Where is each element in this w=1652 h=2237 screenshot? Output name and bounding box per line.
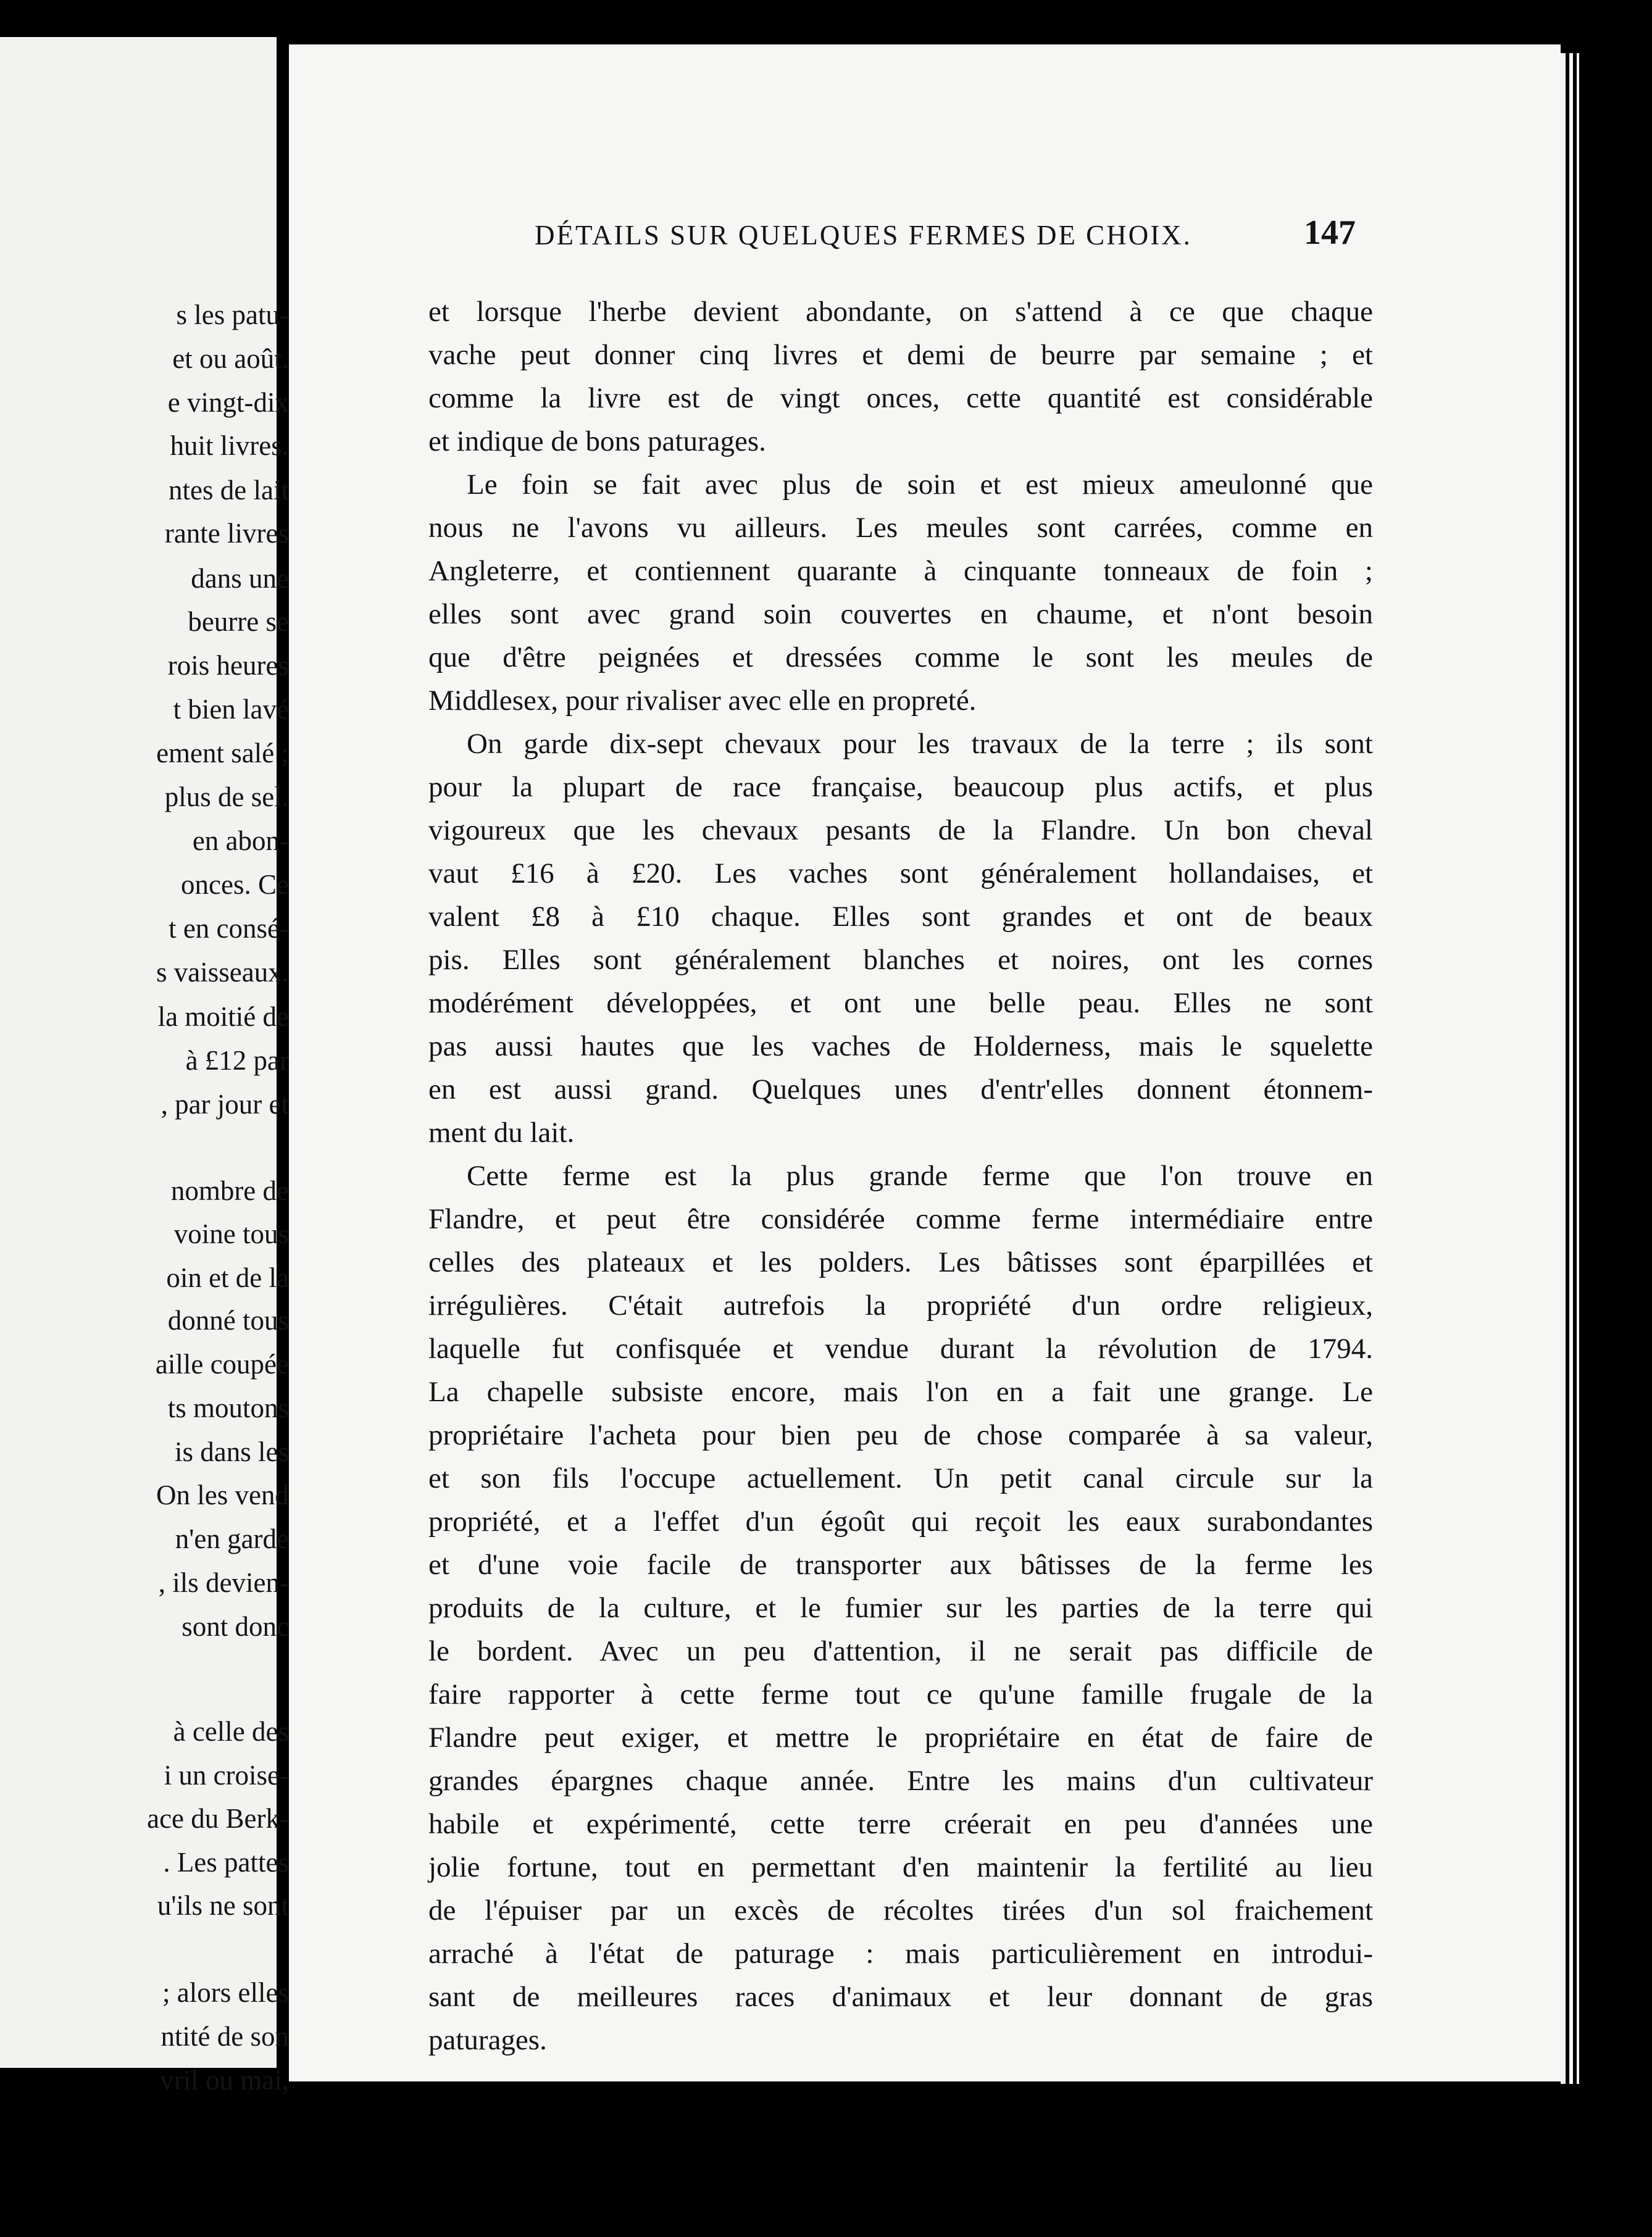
- text-line: La chapelle subsiste encore, mais l'on en a fait une grange. Le: [428, 1376, 1373, 1408]
- text-line: Flandre, et peut être considérée comme ferme intermédiaire entre: [428, 1203, 1373, 1235]
- left-page-line: huit livres.: [170, 430, 289, 461]
- body-text: [428, 290, 1373, 2062]
- text-line: et lorsque l'herbe devient abondante, on s'attend à ce que chaque: [428, 296, 1373, 328]
- text-line: faire rapporter à cette ferme tout ce qu'une famille frugale de la: [428, 1678, 1373, 1710]
- left-page-line: , par jour et: [161, 1089, 289, 1120]
- left-page-line: , ils devien-: [158, 1567, 289, 1598]
- text-line: le bordent. Avec un peu d'attention, il ne serait pas difficile de: [428, 1635, 1373, 1667]
- text-line: pour la plupart de race française, beaucoup plus actifs, et plus: [428, 771, 1373, 803]
- left-page-line: ; alors elles: [162, 1977, 289, 2008]
- left-page-line: u'ils ne sont: [157, 1890, 289, 1921]
- left-page-line: la moitié de: [157, 1001, 289, 1032]
- left-page-line: beurre se: [188, 606, 289, 637]
- text-line: nous ne l'avons vu ailleurs. Les meules sont carrées, comme en: [428, 512, 1373, 544]
- left-page-line: ement salé ;: [156, 738, 289, 769]
- text-line: celles des plateaux et les polders. Les bâtisses sont éparpillées et: [428, 1246, 1373, 1278]
- text-line: et son fils l'occupe actuellement. Un petit canal circule sur la: [428, 1462, 1373, 1494]
- left-page-line: vril ou mai,: [160, 2065, 289, 2096]
- text-line: On garde dix-sept chevaux pour les travaux de la terre ; ils sont: [467, 728, 1373, 760]
- left-page-line: ntes de lait: [169, 475, 289, 506]
- text-line: elles sont avec grand soin couvertes en chaume, et n'ont besoin: [428, 598, 1373, 630]
- text-line: sant de meilleures races d'animaux et leur donnant de gras: [428, 1981, 1373, 2013]
- left-page-line: à £12 par: [185, 1045, 289, 1076]
- text-line: propriété, et a l'effet d'un égoût qui reçoit les eaux surabondantes: [428, 1506, 1373, 1538]
- left-page-line: dans une: [191, 563, 289, 594]
- left-page-line: t en consé-: [169, 913, 289, 944]
- page-edge: [1561, 53, 1566, 2084]
- page-number: 147: [1304, 214, 1356, 252]
- left-page-line: s les patu-: [176, 299, 289, 330]
- text-line: en est aussi grand. Quelques unes d'entr'elles donnent étonnem-: [428, 1073, 1373, 1106]
- text-line: ment du lait.: [428, 1117, 575, 1149]
- left-page-line: et ou août.: [172, 343, 289, 374]
- left-page-line: sont donc: [181, 1611, 289, 1642]
- text-line: vigoureux que les chevaux pesants de la Flandre. Un bon cheval: [428, 814, 1373, 846]
- left-page-line: On les vend: [156, 1480, 289, 1510]
- left-page-line: t bien lavé: [173, 694, 289, 725]
- text-line: Flandre peut exiger, et mettre le propriétaire en état de faire de: [428, 1722, 1373, 1754]
- left-page-line: i un croise-: [164, 1760, 289, 1791]
- text-line: pis. Elles sont généralement blanches et noires, ont les cornes: [428, 944, 1373, 976]
- left-page-line: oin et de la: [166, 1262, 289, 1293]
- running-head: DÉTAILS SUR QUELQUES FERMES DE CHOIX.: [535, 220, 1192, 251]
- text-line: valent £8 à £10 chaque. Elles sont grandes et ont de beaux: [428, 901, 1373, 933]
- text-line: habile et expérimenté, cette terre créerait en peu d'années une: [428, 1808, 1373, 1840]
- left-page-line: plus de sel.: [164, 781, 289, 812]
- page-edge: [1577, 53, 1579, 2084]
- left-page-line: ace du Berk-: [147, 1803, 289, 1834]
- text-line: Middlesex, pour rivaliser avec elle en propreté.: [428, 685, 977, 717]
- left-page-line: ts moutons: [167, 1393, 289, 1423]
- left-page-line: aille coupée: [155, 1349, 289, 1380]
- left-page-line: rois heures: [167, 650, 289, 681]
- text-line: produits de la culture, et le fumier sur les parties de la terre qui: [428, 1592, 1373, 1624]
- text-line: que d'être peignées et dressées comme le sont les meules de: [428, 641, 1373, 673]
- left-page-line: voine tous: [173, 1218, 289, 1249]
- left-page-line: nombre de: [170, 1175, 289, 1206]
- left-page-line: à celle des: [173, 1716, 289, 1747]
- page-edge: [1569, 53, 1573, 2084]
- text-line: pas aussi hautes que les vaches de Holderness, mais le squelette: [428, 1030, 1373, 1062]
- left-page-line: . Les pattes: [163, 1847, 289, 1878]
- left-page: [0, 37, 289, 2096]
- left-page-line: rante livres: [164, 518, 289, 549]
- text-line: modérément développées, et ont une belle peau. Elles ne sont: [428, 987, 1373, 1019]
- left-page-line: s vaisseaux.: [156, 957, 289, 988]
- text-line: propriétaire l'acheta pour bien peu de chose comparée à sa valeur,: [428, 1419, 1373, 1451]
- text-line: et indique de bons paturages.: [428, 425, 766, 457]
- text-line: et d'une voie facile de transporter aux bâtisses de la ferme les: [428, 1549, 1373, 1581]
- left-page-line: ntité de son: [161, 2021, 289, 2052]
- left-page-line: e vingt-dix: [167, 387, 289, 418]
- text-line: vaut £16 à £20. Les vaches sont généralement hollandaises, et: [428, 857, 1373, 889]
- left-page-line: n'en garde: [175, 1523, 289, 1554]
- text-line: paturages.: [428, 2024, 547, 2056]
- left-page-line: is dans les: [175, 1436, 289, 1467]
- text-line: grandes épargnes chaque année. Entre les mains d'un cultivateur: [428, 1765, 1373, 1797]
- left-page-line: onces. Ce: [181, 869, 289, 900]
- left-page-line: donné tous: [167, 1305, 289, 1336]
- text-line: irrégulières. C'était autrefois la propriété d'un ordre religieux,: [428, 1289, 1373, 1322]
- text-line: arraché à l'état de paturage : mais particulièrement en introdui-: [428, 1938, 1373, 1970]
- text-line: Cette ferme est la plus grande ferme que l'on trouve en: [467, 1160, 1373, 1192]
- text-line: comme la livre est de vingt onces, cette quantité est considérable: [428, 382, 1373, 414]
- text-line: laquelle fut confisquée et vendue durant la révolution de 1794.: [428, 1333, 1373, 1365]
- text-line: de l'épuiser par un excès de récoltes tirées d'un sol fraichement: [428, 1894, 1373, 1927]
- text-line: jolie fortune, tout en permettant d'en maintenir la fertilité au lieu: [428, 1851, 1373, 1883]
- text-line: Le foin se fait avec plus de soin et est mieux ameulonné que: [467, 469, 1373, 501]
- text-line: Angleterre, et contiennent quarante à cinquante tonneaux de foin ;: [428, 555, 1373, 587]
- left-page-line: en abon-: [192, 825, 289, 856]
- text-line: vache peut donner cinq livres et demi de beurre par semaine ; et: [428, 339, 1373, 371]
